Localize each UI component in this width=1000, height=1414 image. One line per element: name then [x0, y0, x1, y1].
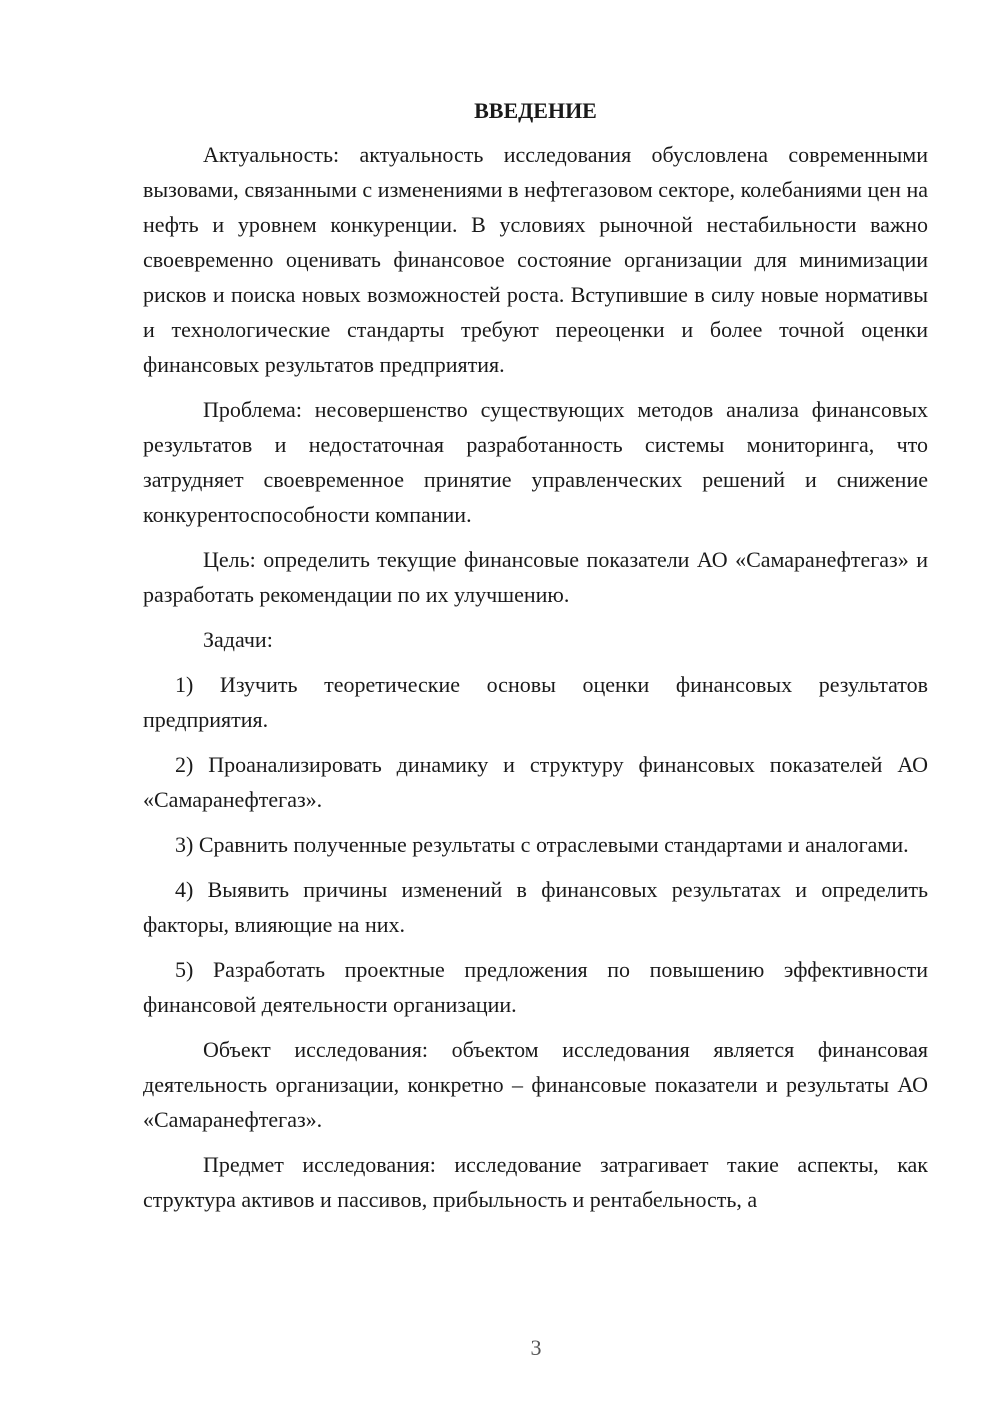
paragraph-relevance: Актуальность: актуальность исследования обусловлена современными вызовами, связанными с изменениями в нефтегазовом секторе, колебаниями цен на нефть и уровнем конкуренции. В условиях рыночной нестабильности важно своевременно оценивать финансовое состояние организации для минимизации рисков и поиска новых возможностей роста. Вступившие в силу новые нормативы и технологические стандарты требуют переоценки и более точной оценки финансовых результатов предприятия. — [143, 142, 928, 377]
paragraph-goal: Цель: определить текущие финансовые показатели АО «Самаранефтегаз» и разработать рекомендации по их улучшению. — [143, 547, 928, 607]
paragraph-object: Объект исследования: объектом исследования является финансовая деятельность организации, конкретно – финансовые показатели и результаты АО «Самаранефтегаз». — [143, 1037, 928, 1132]
task-item: 1) Изучить теоретические основы оценки финансовых результатов предприятия. — [143, 672, 928, 732]
task-item: 5) Разработать проектные предложения по повышению эффективности финансовой деятельности организации. — [143, 957, 928, 1017]
page-content — [143, 95, 928, 1227]
task-item: 4) Выявить причины изменений в финансовых результатах и определить факторы, влияющие на них. — [143, 877, 928, 937]
paragraph-problem: Проблема: несовершенство существующих методов анализа финансовых результатов и недостаточная разработанность системы мониторинга, что затрудняет своевременное принятие управленческих решений и снижение конкурентоспособности компании. — [143, 397, 928, 527]
task-item: 3) Сравнить полученные результаты с отраслевыми стандартами и аналогами. — [175, 832, 909, 857]
paragraph-subject: Предмет исследования: исследование затрагивает такие аспекты, как структура активов и пассивов, прибыльность и рентабельность, а — [143, 1152, 928, 1212]
task-item: 2) Проанализировать динамику и структуру финансовых показателей АО «Самаранефтегаз». — [143, 752, 928, 812]
page-number: 3 — [530, 1335, 542, 1360]
tasks-heading: Задачи: — [203, 627, 273, 652]
section-title: ВВЕДЕНИЕ — [474, 98, 597, 123]
